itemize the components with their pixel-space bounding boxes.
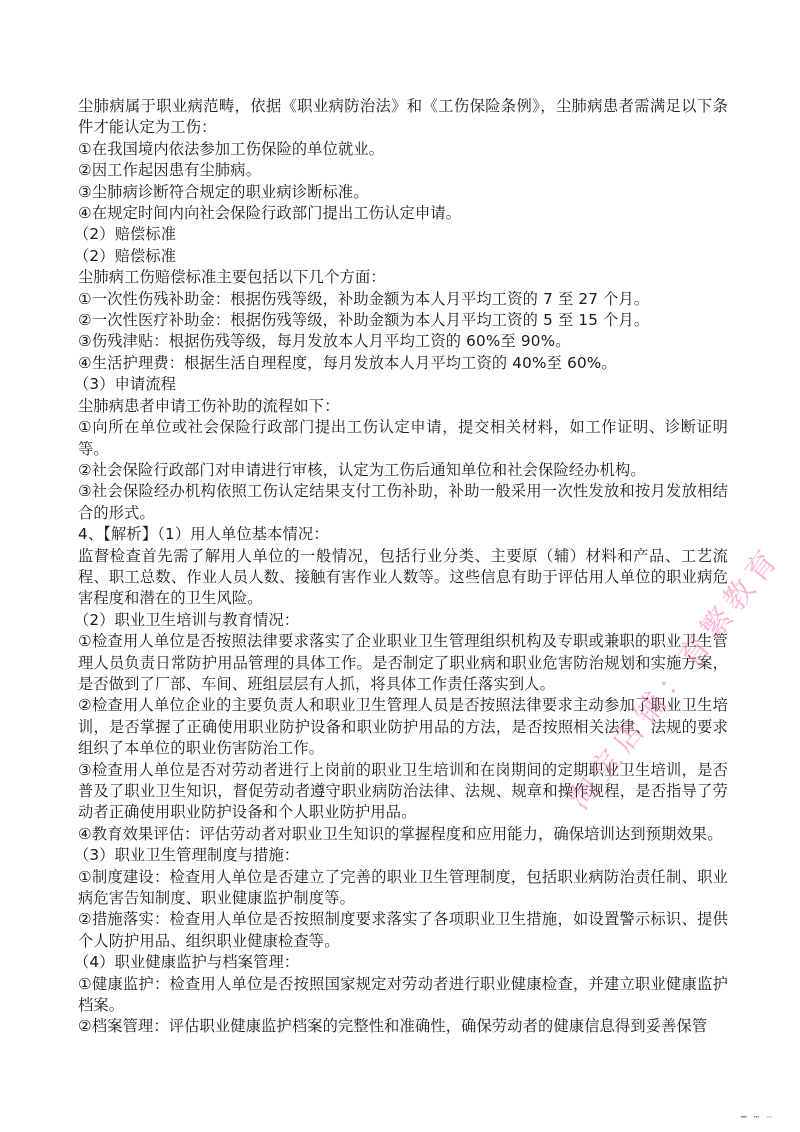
list-item: ②一次性医疗补助金：根据伤残等级，补助金额为本人月平均工资的 5 至 15 个月。	[78, 311, 650, 330]
list-item: ②措施落实：检查用人单位是否按照制度要求落实了各项职业卫生措施，如设置警示标识、提供个人防护用品、组织职业健康检查等。	[78, 910, 728, 950]
list-item: ①健康监护：检查用人单位是否按照国家规定对劳动者进行职业健康检查，并建立职业健康监护档案。	[78, 974, 728, 1015]
list-item: ④教育效果评估：评估劳动者对职业卫生知识的掌握程度和应用能力，确保培训达到预期效果。	[78, 824, 723, 843]
list-item: ②检查用人单位企业的主要负责人和职业卫生管理人员是否按照法律要求主动参加了职业卫生培训，是否掌握了正确使用职业防护设备和职业防护用品的方法，是否按照相关法律、法规的要求组织了本单位的职业伤害防治工作。	[78, 696, 728, 758]
answer-heading: 4、【解析】（1）用人单位基本情况：	[78, 525, 329, 544]
section-heading: （2）职业卫生培训与教育情况：	[74, 610, 300, 629]
list-item: ①一次性伤残补助金：根据伤残等级，补助金额为本人月平均工资的 7 至 27 个月。	[78, 289, 650, 308]
section-heading: （2）赔偿标准	[74, 225, 177, 244]
watermark: 淘宝店铺：育繁教育	[561, 539, 789, 817]
list-item: ①检查用人单位是否按照法律要求落实了企业职业卫生管理组织机构及专职或兼职的职业卫生管理人员负责日常防护用品管理的具体工作。是否制定了职业病和职业危害防治规划和实施方案，是否做到了厂部、车间、班组层层有人抓，将具体工作责任落实到人。	[78, 632, 728, 693]
paragraph: 尘肺病属于职业病范畴，依据《职业病防治法》和《工伤保险条例》，尘肺病患者需满足以下条件才能认定为工伤：	[78, 97, 728, 137]
list-item: ②档案管理：评估职业健康监护档案的完整性和准确性，确保劳动者的健康信息得到妥善保管	[78, 1017, 708, 1036]
list-item: ②社会保险行政部门对申请进行审核，认定为工伤后通知单位和社会保险经办机构。	[78, 460, 646, 479]
section-heading: （3）申请流程	[74, 375, 177, 394]
document-body	[74, 96, 728, 1038]
list-item: ④在规定时间内向社会保险行政部门提出工伤认定申请。	[78, 204, 462, 223]
section-heading: （2）赔偿标准	[74, 246, 177, 265]
list-item: ④生活护理费：根据生活自理程度，每月发放本人月平均工资的 40%至 60%。	[78, 353, 617, 372]
corner-mark: ━ ┅ ┄	[741, 1113, 774, 1123]
list-item: ③尘肺病诊断符合规定的职业病诊断标准。	[78, 182, 369, 201]
list-item: ②因工作起因患有尘肺病。	[78, 161, 262, 180]
list-item: ③伤残津贴：根据伤残等级，每月发放本人月平均工资的 60%至 90%。	[78, 332, 571, 351]
paragraph: 尘肺病患者申请工伤补助的流程如下：	[78, 396, 340, 415]
list-item: ③社会保险经办机构依照工伤认定结果支付工伤补助，补助一般采用一次性发放和按月发放相结合的形式。	[78, 482, 728, 522]
paragraph: 监督检查首先需了解用人单位的一般情况，包括行业分类、主要原（辅）材料和产品、工艺流程、职工总数、作业人员人数、接触有害作业人数等。这些信息有助于评估用人单位的职业病危害程度和潜在的卫生风险。	[78, 546, 728, 608]
section-heading: （3）职业卫生管理制度与措施：	[74, 846, 300, 865]
section-heading: （4）职业健康监护与档案管理：	[74, 953, 300, 972]
list-item: ①制度建设：检查用人单位是否建立了完善的职业卫生管理制度，包括职业病防治责任制、职业病危害告知制度、职业健康监护制度等。	[78, 867, 728, 908]
list-item: ①在我国境内依法参加工伤保险的单位就业。	[78, 139, 385, 158]
list-item: ③检查用人单位是否对劳动者进行上岗前的职业卫生培训和在岗期间的定期职业卫生培训，是否普及了职业卫生知识，督促劳动者遵守职业病防治法律、法规、规章和操作规程，是否指导了劳动者正确使用职业防护设备和个人职业防护用品。	[78, 760, 728, 822]
list-item: ①向所在单位或社会保险行政部门提出工伤认定申请，提交相关材料，如工作证明、诊断证明等。	[78, 418, 728, 458]
paragraph: 尘肺病工伤赔偿标准主要包括以下几个方面：	[78, 268, 386, 287]
